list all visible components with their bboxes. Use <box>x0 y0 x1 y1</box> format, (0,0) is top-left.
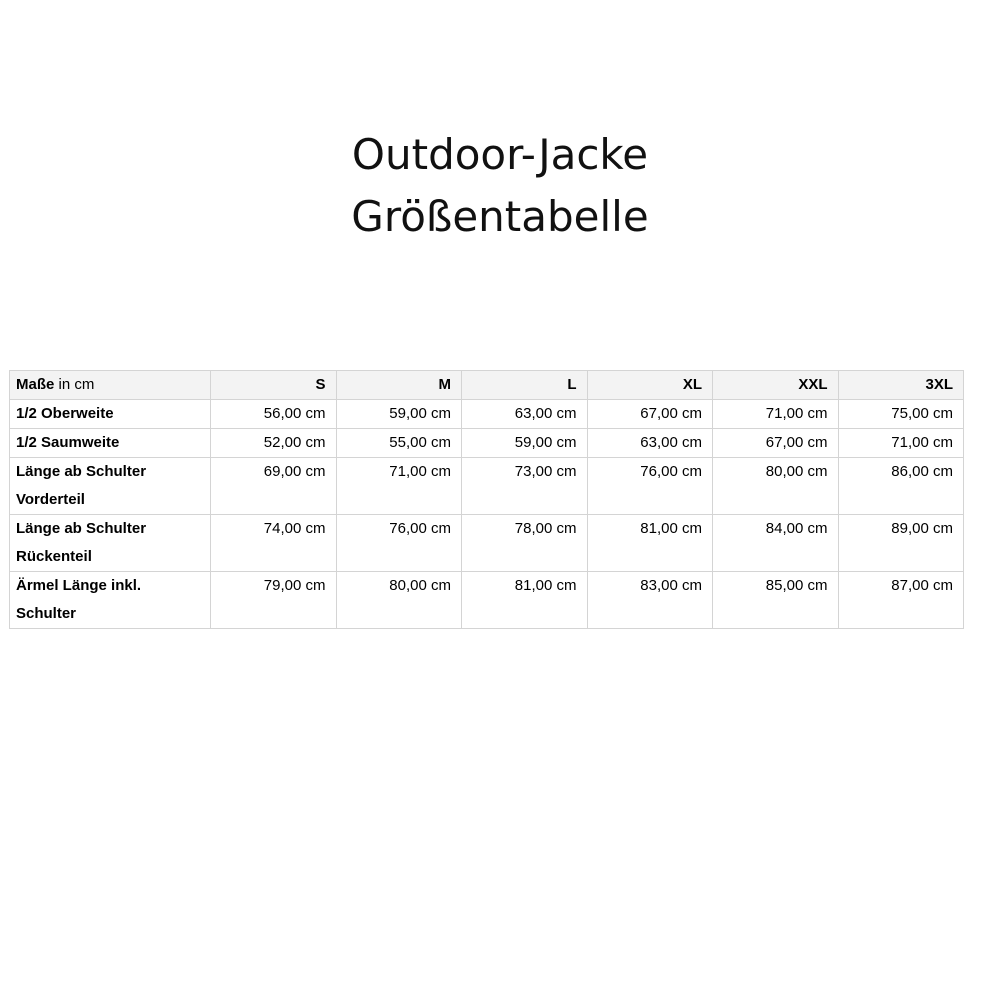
table-cell: 63,00 cm <box>462 400 588 429</box>
row-label <box>10 458 211 515</box>
row-label <box>10 400 211 429</box>
table-cell: 76,00 cm <box>336 515 462 572</box>
table-corner-header <box>10 371 211 400</box>
table-header-row <box>10 371 964 400</box>
table-row <box>10 458 964 515</box>
table-cell: 87,00 cm <box>838 572 964 629</box>
table-row <box>10 515 964 572</box>
row-label-line: Länge ab Schulter <box>16 520 147 537</box>
table-cell: 71,00 cm <box>838 429 964 458</box>
row-label <box>10 515 211 572</box>
table-row <box>10 429 964 458</box>
table-cell: 73,00 cm <box>462 458 588 515</box>
corner-unit-label: in cm <box>54 376 95 393</box>
row-label-line: 1/2 Saumweite <box>16 434 120 451</box>
row-label-line: 1/2 Oberweite <box>16 405 114 422</box>
table-cell: 74,00 cm <box>211 515 337 572</box>
table-cell: 85,00 cm <box>713 572 839 629</box>
table-cell: 75,00 cm <box>838 400 964 429</box>
size-chart-table <box>9 370 964 629</box>
row-label-line: Länge ab Schulter <box>16 463 147 480</box>
title-line-product: Outdoor-Jacke <box>351 130 649 179</box>
table-cell: 56,00 cm <box>211 400 337 429</box>
table-cell: 81,00 cm <box>462 572 588 629</box>
table-cell: 80,00 cm <box>713 458 839 515</box>
table-cell: 59,00 cm <box>336 400 462 429</box>
row-label <box>10 429 211 458</box>
title-line-subtitle: Größentabelle <box>351 192 649 241</box>
table-cell: 55,00 cm <box>336 429 462 458</box>
row-label-line: Vorderteil <box>16 491 85 508</box>
size-header: S <box>211 371 337 400</box>
table-cell: 52,00 cm <box>211 429 337 458</box>
page-title <box>0 124 1000 248</box>
table-cell: 71,00 cm <box>713 400 839 429</box>
corner-bold-label: Maße <box>16 376 55 393</box>
table-cell: 89,00 cm <box>838 515 964 572</box>
table-cell: 84,00 cm <box>713 515 839 572</box>
table-cell: 69,00 cm <box>211 458 337 515</box>
size-header: M <box>336 371 462 400</box>
table-cell: 59,00 cm <box>462 429 588 458</box>
table-cell: 67,00 cm <box>587 400 713 429</box>
table-row <box>10 400 964 429</box>
table-cell: 81,00 cm <box>587 515 713 572</box>
row-label-line: Rückenteil <box>16 548 92 565</box>
table-cell: 67,00 cm <box>713 429 839 458</box>
table-cell: 79,00 cm <box>211 572 337 629</box>
table-cell: 86,00 cm <box>838 458 964 515</box>
size-header: XXL <box>713 371 839 400</box>
size-header: XL <box>587 371 713 400</box>
size-header: L <box>462 371 588 400</box>
table-cell: 76,00 cm <box>587 458 713 515</box>
table-cell: 78,00 cm <box>462 515 588 572</box>
table-cell: 83,00 cm <box>587 572 713 629</box>
table-cell: 80,00 cm <box>336 572 462 629</box>
row-label-line: Schulter <box>16 605 77 622</box>
table-cell: 71,00 cm <box>336 458 462 515</box>
size-header: 3XL <box>838 371 964 400</box>
table-cell: 63,00 cm <box>587 429 713 458</box>
table-row <box>10 572 964 629</box>
row-label-line: Ärmel Länge inkl. <box>16 577 142 594</box>
row-label <box>10 572 211 629</box>
